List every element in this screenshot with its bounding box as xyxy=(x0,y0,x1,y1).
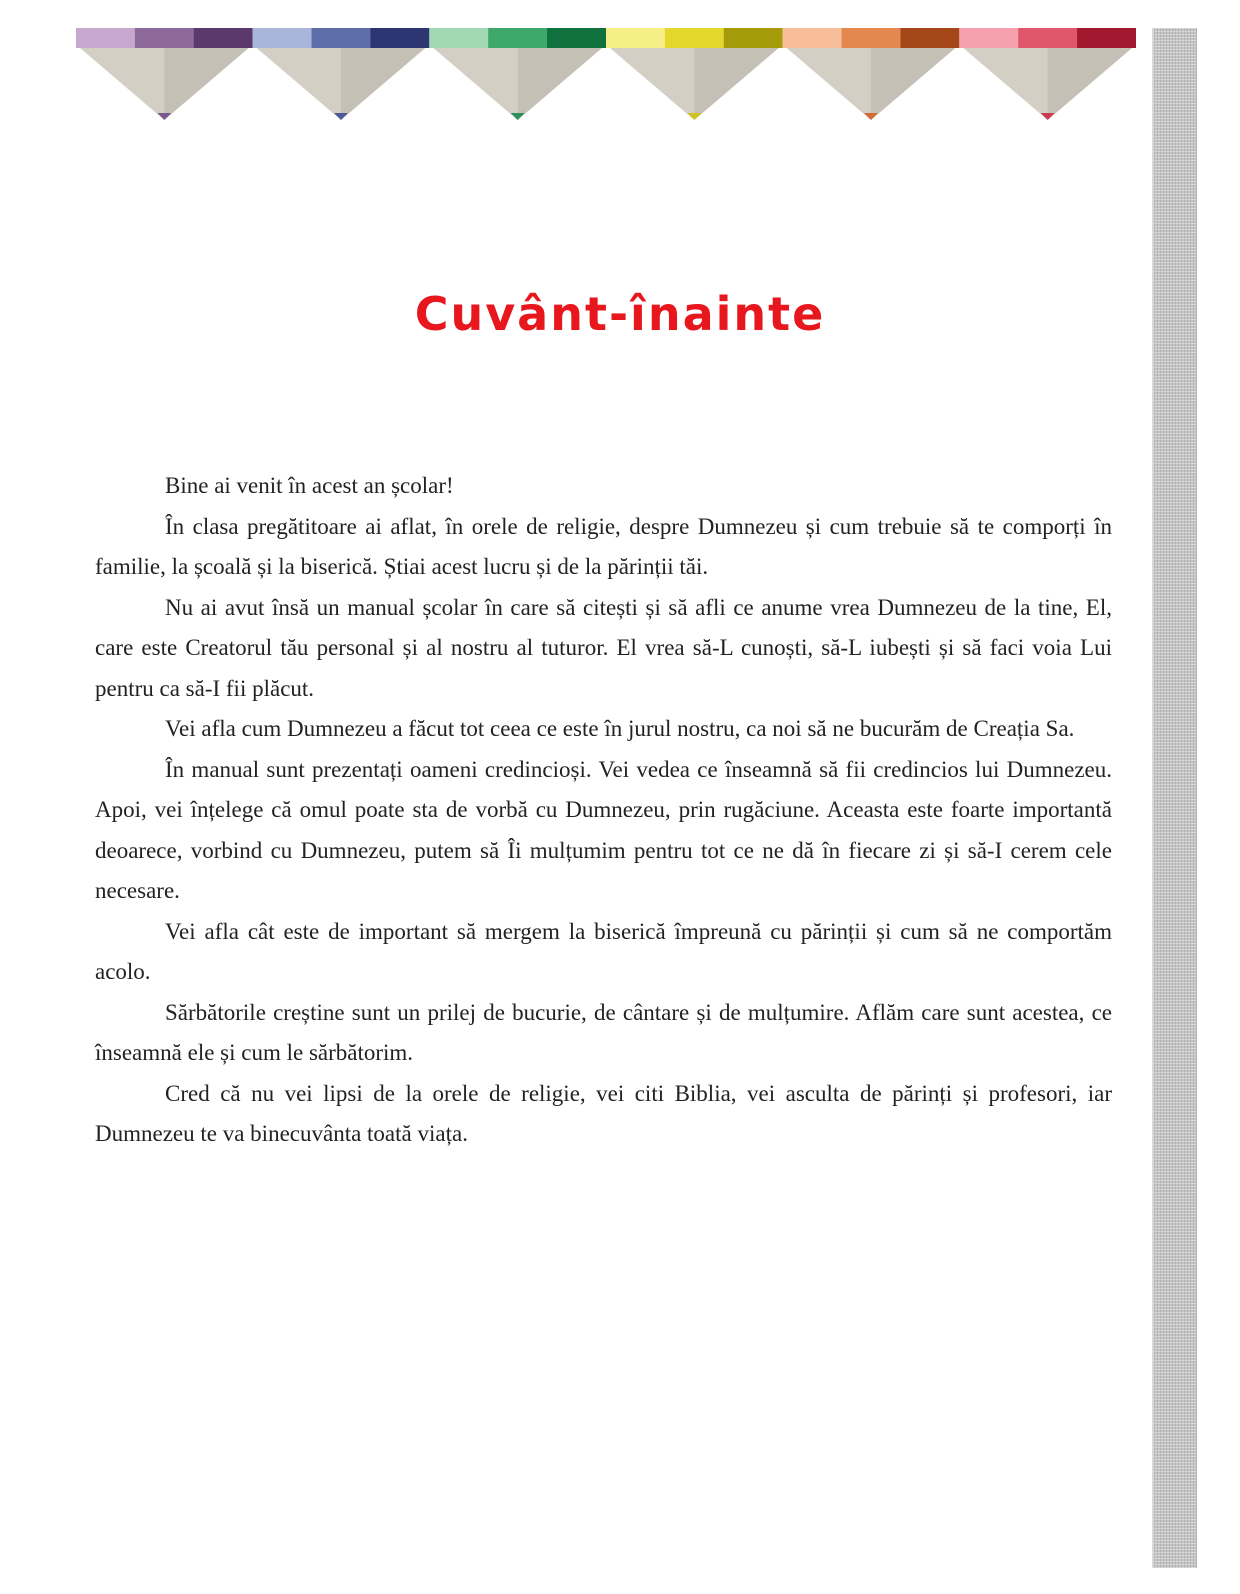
pencil-tip xyxy=(864,113,878,120)
pencil-tip xyxy=(334,113,348,120)
pencil-band-mid xyxy=(842,28,902,48)
pencil-band-dark xyxy=(547,28,606,48)
pencil-wood-shade xyxy=(164,48,248,120)
pencil-band-dark xyxy=(724,28,783,48)
pencil-band-dark xyxy=(1077,28,1136,48)
pencil-band-light xyxy=(783,28,843,48)
pencil-band-mid xyxy=(488,28,548,48)
pencil-orange xyxy=(783,28,960,120)
pencil-tip xyxy=(1041,113,1055,120)
pencil-band-mid xyxy=(135,28,195,48)
paragraph-6: Vei afla cât este de important să mergem la biserică împreună cu părinții și cum să ne comportăm acolo. xyxy=(95,918,1112,984)
paragraph-2: În clasa pregătitoare ai aflat, în orele de religie, despre Dumnezeu și cum trebuie să te comporți în familie, la școală și la biserică. Știai acest lucru și de la părinții tăi. xyxy=(95,513,1112,579)
pencil-band-light xyxy=(253,28,313,48)
pencil-band-dark xyxy=(900,28,959,48)
pencil-band-mid xyxy=(665,28,725,48)
paragraph-5: În manual sunt prezentați oameni credincioși. Vei vedea ce înseamnă să fii credincios lui Dumnezeu. Apoi, vei înțelege că omul poate sta de vorbă cu Dumnezeu, prin rugăciune. Aceasta este foarte importantă deoarece, vorbind cu Dumnezeu, putem să Îi mulțumim pentru tot ce ne dă în fiecare zi și să-I cerem cele necesare. xyxy=(95,756,1112,903)
pencil-tip xyxy=(511,113,525,120)
pencil-band-dark xyxy=(370,28,429,48)
pencil-blue xyxy=(253,28,430,120)
pencil-wood-shade xyxy=(518,48,602,120)
pencil-band-mid xyxy=(312,28,372,48)
pencil-wood-shade xyxy=(341,48,425,120)
paragraph-8: Cred că nu vei lipsi de la orele de religie, vei citi Biblia, vei asculta de părinți și profesori, iar Dumnezeu te va binecuvânta toată viața. xyxy=(95,1080,1112,1146)
pencil-red xyxy=(959,28,1136,120)
page-title: Cuvânt-înainte xyxy=(414,287,826,341)
pencil-band-dark xyxy=(194,28,253,48)
paragraph-7: Sărbătorile creștine sunt un prilej de bucurie, de cântare și de mulțumire. Aflăm care sunt acestea, ce înseamnă ele și cum le sărbătorim. xyxy=(95,999,1112,1065)
pencil-band-light xyxy=(76,28,136,48)
pencil-band-mid xyxy=(1018,28,1078,48)
side-texture-strip xyxy=(1152,28,1197,1568)
pencil-wood-shade xyxy=(694,48,778,120)
paragraph-1: Bine ai venit în acest an școlar! xyxy=(165,473,454,498)
pencil-border-decoration xyxy=(76,28,1136,124)
pencil-band-light xyxy=(429,28,489,48)
pencil-wood-shade xyxy=(871,48,955,120)
pencil-green xyxy=(429,28,606,120)
pencil-tip xyxy=(687,113,701,120)
body-text xyxy=(95,466,1112,1155)
pencil-wood-shade xyxy=(1048,48,1132,120)
pencil-tip xyxy=(157,113,171,120)
pencil-band-light xyxy=(959,28,1019,48)
pencil-purple xyxy=(76,28,253,120)
paragraph-3: Nu ai avut însă un manual școlar în care să citești și să afli ce anume vrea Dumnezeu de la tine, El, care este Creatorul tău personal și al nostru al tuturor. El vrea să-L cunoști, să-L iubești și să faci voia Lui pentru ca să-I fii plăcut. xyxy=(95,594,1112,701)
paragraph-4: Vei afla cum Dumnezeu a făcut tot ceea ce este în jurul nostru, ca noi să ne bucurăm de Creația Sa. xyxy=(165,716,1075,741)
pencil-band-light xyxy=(606,28,666,48)
pencil-yellow xyxy=(606,28,783,120)
